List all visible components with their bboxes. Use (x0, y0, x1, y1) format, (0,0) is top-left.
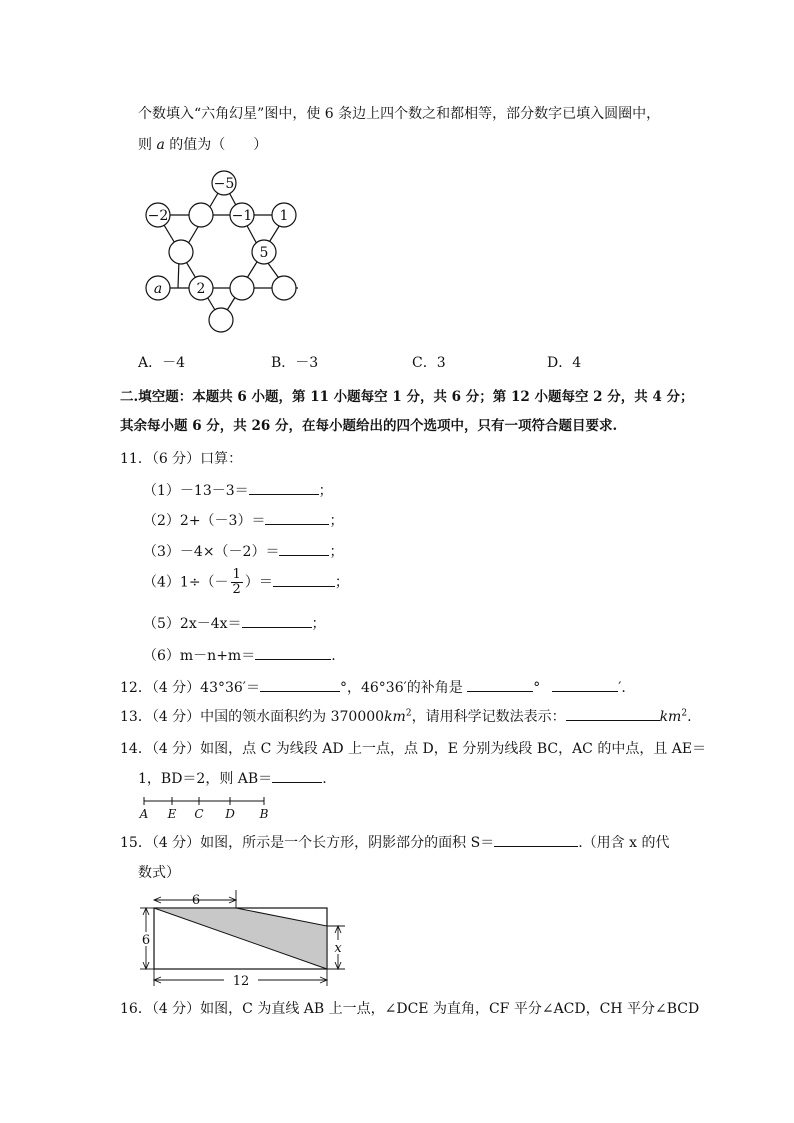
option-b[interactable]: B．－3 (271, 355, 319, 371)
dim-label-right: x (334, 941, 342, 956)
q11-item: （1）－13－3＝ ； (143, 480, 333, 500)
q14-line2: 1，BD＝2，则 AB＝ . (138, 768, 327, 788)
q10-line2: 则 a 的值为（ ） (138, 137, 268, 153)
answer-blank[interactable] (552, 677, 618, 692)
section2-heading-line2: 其余每小题 6 分，共 26 分，在每小题给出的四个选项中，只有一项符合题目要求. (120, 418, 618, 434)
answer-blank[interactable] (249, 480, 319, 495)
answer-blank[interactable] (260, 677, 340, 692)
dim-label-top: 6 (191, 893, 201, 908)
q11-item: （2）2+（－3）＝ ； (143, 510, 343, 530)
answer-blank[interactable] (242, 613, 312, 628)
q16-line1: 16．（4 分）如图，C 为直线 AB 上一点，∠DCE 为直角，CF 平分∠ACD，CH 平分∠BCD (120, 1001, 700, 1017)
answer-blank[interactable] (566, 706, 660, 721)
answer-blank[interactable] (279, 541, 329, 556)
answer-blank[interactable] (467, 677, 533, 692)
answer-blank[interactable] (494, 832, 578, 847)
answer-blank[interactable] (255, 645, 331, 660)
q11-item: （6）m－n+m＝ . (143, 645, 336, 665)
q15-line2: 数式） (138, 865, 180, 881)
q10-line1: 个数填入“六角幻星”图中，使 6 条边上四个数之和都相等，部分数字已填入圆圈中， (138, 106, 661, 122)
hex-label: −5 (213, 176, 235, 192)
rectangle-figure (136, 886, 356, 992)
hex-label: 1 (279, 208, 289, 224)
option-c[interactable]: C．3 (412, 355, 446, 371)
point-label: E (167, 807, 177, 821)
dim-label-bottom: 12 (232, 974, 250, 989)
point-label: A (139, 807, 149, 821)
option-a[interactable]: A．－4 (138, 355, 186, 371)
hex-label: a (153, 281, 163, 297)
q11-item: （4）1÷（－ $\frac{1}{2}$ ）＝ ； (143, 567, 349, 597)
answer-blank[interactable] (272, 768, 322, 783)
point-label: B (259, 807, 269, 821)
q13: 13．（4 分）中国的领水面积约为 $370000km^2$，请用科学记数法表示： $km^2$. (120, 706, 692, 726)
answer-blank[interactable] (265, 510, 329, 525)
section2-heading-line1: 二.填空题：本题共 6 小题，第 11 小题每空 1 分，共 6 分；第 12 小题每空 2 分，共 4 分； (120, 389, 694, 405)
point-label: C (194, 807, 204, 821)
dim-label-left: 6 (141, 933, 151, 948)
hex-label: 5 (259, 245, 269, 261)
hex-label: −1 (231, 208, 253, 224)
q11-item: （3）－4×（－2）＝ ； (143, 541, 343, 561)
q11-head: 11．（6 分）口算： (120, 451, 243, 467)
fraction: $\frac{1}{2}$ (232, 567, 241, 597)
hex-label: 2 (196, 281, 206, 297)
q15-line1: 15．（4 分）如图，所示是一个长方形，阴影部分的面积 S＝ .（用含 x 的代 (120, 832, 669, 852)
q12: 12．（4 分）43°36′＝ °，46°36′的补角是 ° ′. (120, 677, 626, 697)
q11-item: （5）2x－4x＝ ； (143, 613, 326, 633)
option-d[interactable]: D．4 (547, 355, 582, 371)
answer-blank[interactable] (273, 572, 335, 587)
hex-label: −2 (147, 208, 169, 224)
hexagram-figure (138, 165, 308, 337)
point-label: D (225, 807, 235, 821)
segment-figure (136, 794, 276, 824)
q14-line1: 14．（4 分）如图，点 C 为线段 AD 上一点，点 D，E 分别为线段 BC，AC 的中点，且 AE＝ (120, 741, 707, 757)
